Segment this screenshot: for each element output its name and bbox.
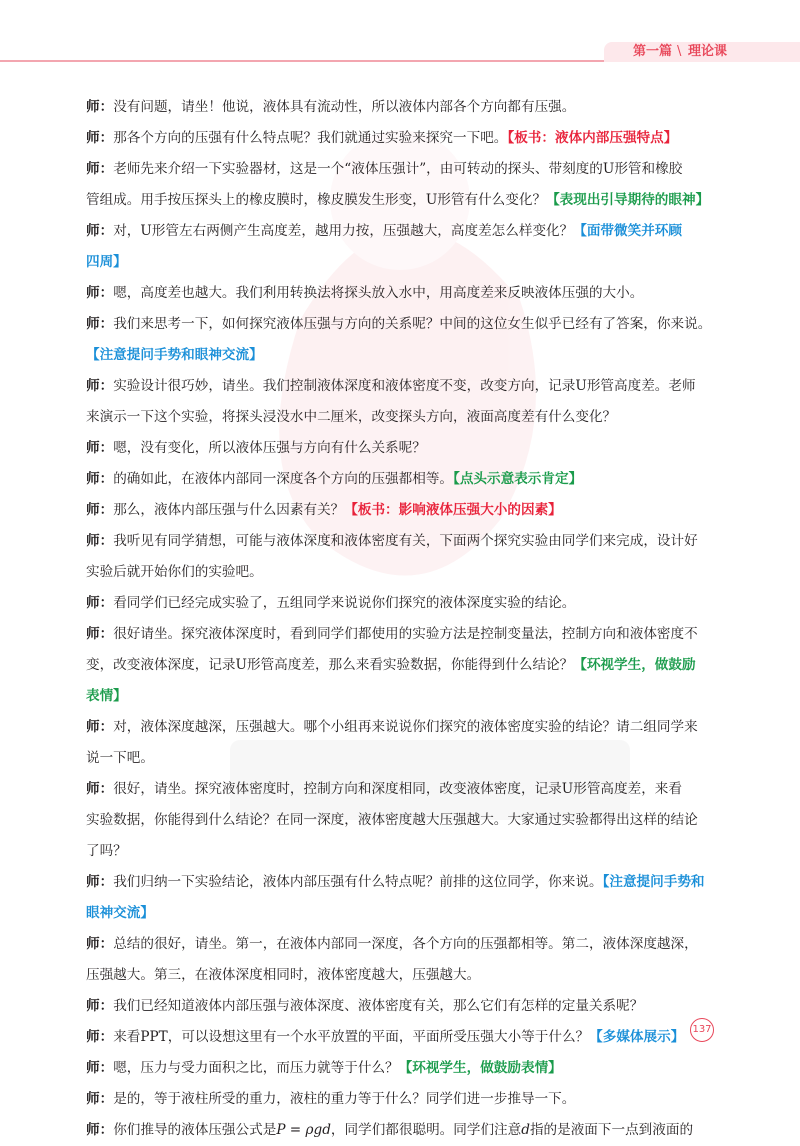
text-line: [86, 836, 718, 867]
stage-direction: 【注意提问手势和眼神交流】: [86, 347, 263, 363]
text-line: [86, 743, 718, 774]
text-line: [86, 898, 718, 929]
text-line: [86, 712, 718, 743]
speaker-label: 师：: [86, 285, 114, 301]
page-number: 137: [690, 1018, 714, 1042]
document-body: [86, 92, 718, 1146]
text-line: [86, 588, 718, 619]
text-segment: 来看PPT，可以设想这里有一个水平放置的平面，平面所受压强大小等于什么？: [113, 1029, 590, 1045]
text-line: [86, 650, 718, 681]
text-line: [86, 216, 718, 247]
text-segment: 总结的很好，请坐。第一，在液体内部同一深度，各个方向的压强都相等。第二，液体深度越深，: [113, 936, 698, 952]
text-segment: 说一下吧。: [86, 750, 154, 766]
stage-direction: 【环视学生，做鼓励: [573, 657, 696, 673]
text-line: [86, 1022, 718, 1053]
page-header: [0, 0, 800, 70]
text-segment: 嗯，没有变化，所以液体压强与方向有什么关系呢？: [113, 440, 426, 456]
speaker-label: 师：: [86, 1029, 114, 1045]
speaker-label: 师：: [86, 719, 114, 735]
speaker-label: 师：: [86, 316, 114, 332]
header-separator: \: [677, 44, 682, 59]
text-segment: 实验设计很巧妙，请坐。我们控制液体深度和液体密度不变，改变方向，记录U形管高度差。老师: [113, 378, 696, 394]
text-line: [86, 1053, 718, 1084]
text-segment: 来演示一下这个实验，将探头浸没水中二厘米，改变探头方向，液面高度差有什么变化？: [86, 409, 617, 425]
text-segment: 实验数据，你能得到什么结论？在同一深度，液体密度越大压强越大。大家通过实验都得出这样的结论: [86, 812, 698, 828]
text-segment: 看同学们已经完成实验了，五组同学来说说你们探究的液体深度实验的结论。: [113, 595, 576, 611]
text-segment: 对，U形管左右两侧产生高度差，越用力按，压强越大，高度差怎么样变化？: [113, 223, 574, 239]
text-segment: 很好请坐。探究液体深度时，看到同学们都使用的实验方法是控制变量法，控制方向和液体密度不: [113, 626, 698, 642]
speaker-label: 师：: [86, 1122, 114, 1138]
speaker-label: 师：: [86, 1091, 114, 1107]
text-segment: 变，改变液体深度，记录U形管高度差，那么来看实验数据，你能得到什么结论？: [86, 657, 574, 673]
speaker-label: 师：: [86, 998, 114, 1014]
text-segment: =: [285, 1122, 306, 1138]
text-line: [86, 1115, 718, 1146]
text-line: [86, 185, 718, 216]
stage-direction: 表情】: [86, 688, 127, 704]
speaker-label: 师：: [86, 378, 114, 394]
text-line: [86, 433, 718, 464]
text-segment: 没有问题，请坐！他说，液体具有流动性，所以液体内部各个方向都有压强。: [113, 99, 576, 115]
stage-direction: 四周】: [86, 254, 127, 270]
text-line: [86, 309, 718, 340]
text-line: [86, 557, 718, 588]
text-segment: 那各个方向的压强有什么特点呢？我们就通过实验来探究一下吧。: [113, 130, 508, 146]
speaker-label: 师：: [86, 440, 114, 456]
text-line: [86, 991, 718, 1022]
text-segment: 压强越大。第三，在液体深度相同时，液体密度越大，压强越大。: [86, 967, 481, 983]
formula-variable: P: [276, 1122, 286, 1138]
formula-variable: d: [521, 1122, 530, 1138]
speaker-label: 师：: [86, 161, 114, 177]
text-line: [86, 247, 718, 278]
text-line: [86, 774, 718, 805]
text-segment: 我听见有同学猜想，可能与液体深度和液体密度有关，下面两个探究实验由同学们来完成，设计好: [113, 533, 698, 549]
text-line: [86, 402, 718, 433]
text-line: [86, 495, 718, 526]
speaker-label: 师：: [86, 130, 114, 146]
speaker-label: 师：: [86, 533, 114, 549]
header-part-label: 第一篇: [633, 44, 673, 59]
text-segment: 是的，等于液柱所受的重力，液柱的重力等于什么？同学们进一步推导一下。: [113, 1091, 576, 1107]
text-line: [86, 371, 718, 402]
text-segment: 的确如此，在液体内部同一深度各个方向的压强都相等。: [113, 471, 454, 487]
formula-variable: ρgd: [305, 1122, 331, 1138]
text-line: [86, 681, 718, 712]
text-segment: 嗯，高度差也越大。我们利用转换法将探头放入水中，用高度差来反映液体压强的大小。: [113, 285, 644, 301]
text-segment: 我们已经知道液体内部压强与液体深度、液体密度有关，那么它们有怎样的定量关系呢？: [113, 998, 644, 1014]
text-line: [86, 464, 718, 495]
speaker-label: 师：: [86, 626, 114, 642]
stage-direction: 眼神交流】: [86, 905, 154, 921]
blackboard-note: 【板书：影响液体压强大小的因素】: [344, 502, 562, 518]
text-segment: 你们推导的液体压强公式是: [113, 1122, 277, 1138]
text-segment: 实验后就开始你们的实验吧。: [86, 564, 263, 580]
text-segment: ，同学们都很聪明。同学们注意: [330, 1122, 522, 1138]
speaker-label: 师：: [86, 223, 114, 239]
stage-direction: 【多媒体展示】: [589, 1029, 685, 1045]
text-line: [86, 340, 718, 371]
text-segment: 管组成。用手按压探头上的橡皮膜时，橡皮膜发生形变，U形管有什么变化？: [86, 192, 547, 208]
speaker-label: 师：: [86, 874, 114, 890]
speaker-label: 师：: [86, 99, 114, 115]
text-line: [86, 92, 718, 123]
speaker-label: 师：: [86, 595, 114, 611]
speaker-label: 师：: [86, 502, 114, 518]
text-segment: 我们归纳一下实验结论，液体内部压强有什么特点呢？前排的这位同学，你来说。: [113, 874, 603, 890]
text-line: [86, 867, 718, 898]
stage-direction: 【环视学生，做鼓励表情】: [398, 1060, 562, 1076]
text-segment: 嗯，压力与受力面积之比，而压力就等于什么？: [113, 1060, 399, 1076]
text-line: [86, 1084, 718, 1115]
text-line: [86, 805, 718, 836]
text-line: [86, 960, 718, 991]
text-segment: 那么，液体内部压强与什么因素有关？: [113, 502, 345, 518]
stage-direction: 【面带微笑并环顾: [573, 223, 682, 239]
text-segment: 指的是液面下一点到液面的: [529, 1122, 694, 1138]
speaker-label: 师：: [86, 936, 114, 952]
text-line: [86, 619, 718, 650]
text-line: [86, 154, 718, 185]
blackboard-note: 【板书：液体内部压强特点】: [507, 130, 678, 146]
text-segment: 老师先来介绍一下实验器材，这是一个“液体压强计”，由可转动的探头、带刻度的U形管和橡胶: [113, 161, 683, 177]
speaker-label: 师：: [86, 781, 114, 797]
text-segment: 很好，请坐。探究液体密度时，控制方向和深度相同，改变液体密度，记录U形管高度差，来看: [113, 781, 682, 797]
text-line: [86, 526, 718, 557]
stage-direction: 【表现出引导期待的眼神】: [546, 192, 710, 208]
stage-direction: 【注意提问手势和: [602, 874, 705, 890]
text-segment: 对，液体深度越深，压强越大。哪个小组再来说说你们探究的液体密度实验的结论？请二组同学来: [113, 719, 698, 735]
text-line: [86, 278, 718, 309]
speaker-label: 师：: [86, 471, 114, 487]
text-segment: 了吗？: [86, 843, 127, 859]
header-course-label: 理论课: [688, 44, 728, 59]
speaker-label: 师：: [86, 1060, 114, 1076]
text-line: [86, 123, 718, 154]
text-line: [86, 929, 718, 960]
stage-direction: 【点头示意表示肯定】: [453, 471, 583, 487]
text-segment: 我们来思考一下，如何探究液体压强与方向的关系呢？中间的这位女生似乎已经有了答案，你来说。: [113, 316, 712, 332]
